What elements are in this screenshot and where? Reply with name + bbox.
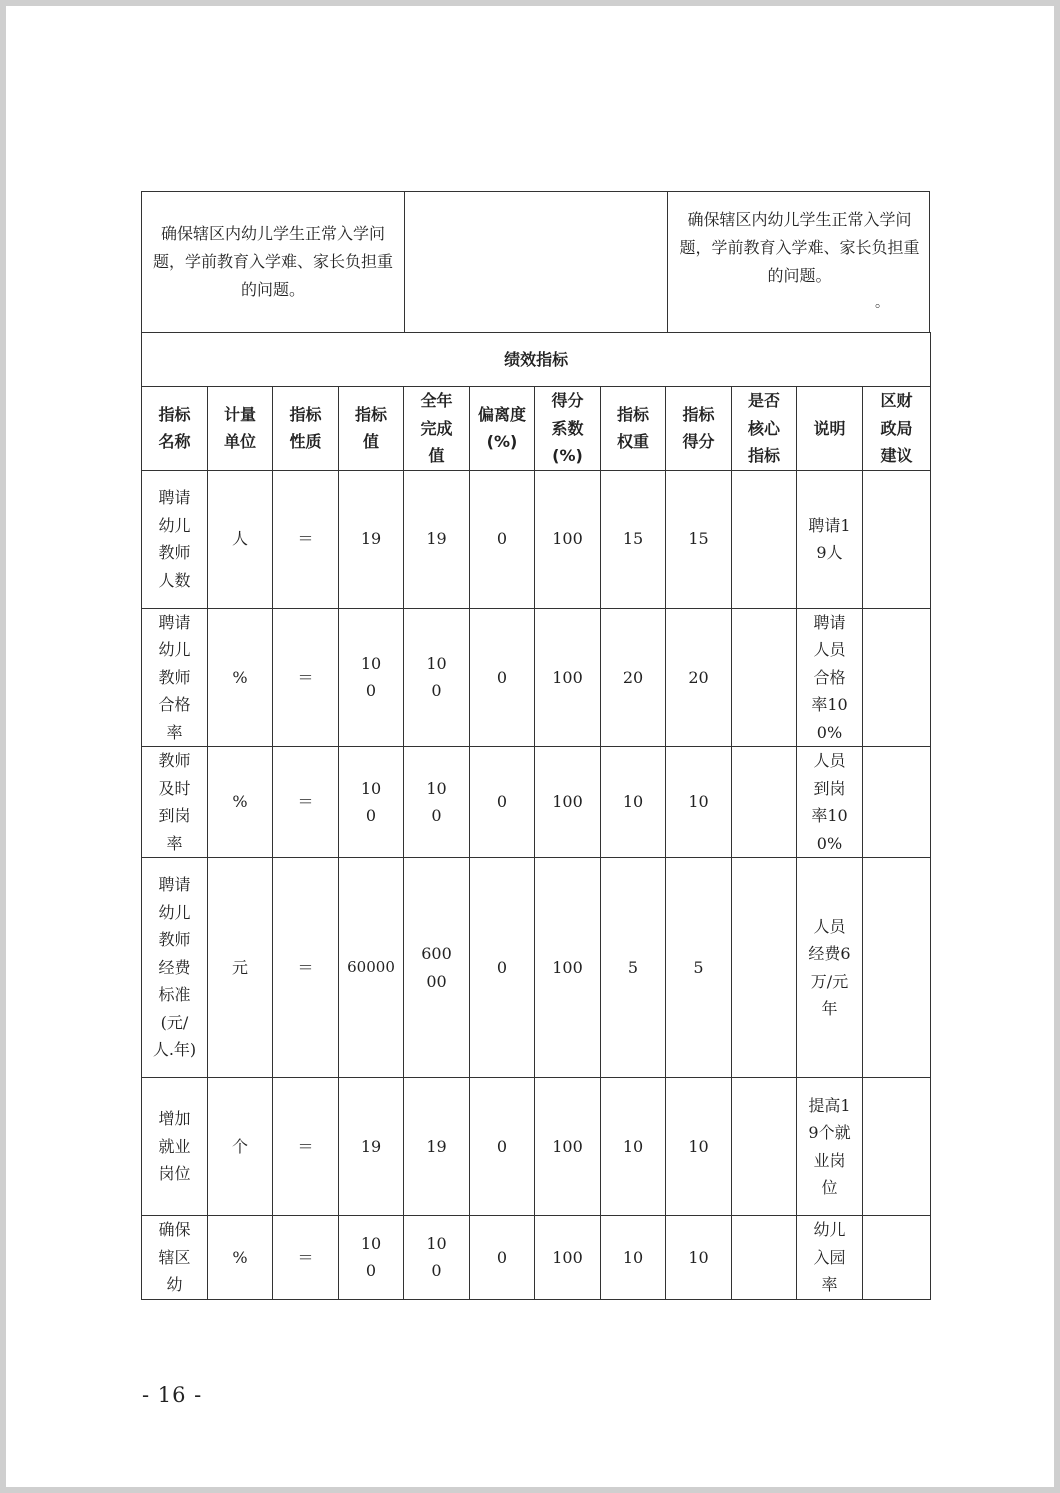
actual-cell: 60000 bbox=[404, 858, 470, 1078]
nature-cell: ＝ bbox=[273, 470, 339, 608]
table-row bbox=[142, 608, 931, 747]
coefficient-cell: 100 bbox=[535, 747, 601, 858]
note-cell: 聘请人员合格率100% bbox=[797, 608, 863, 747]
indicator-name: 教师及时到岗率 bbox=[142, 747, 208, 858]
weight-cell: 5 bbox=[601, 858, 666, 1078]
goal-text-left: 确保辖区内幼儿学生正常入学问题，学前教育入学难、家长负担重的问题。 bbox=[152, 224, 393, 299]
target-cell: 19 bbox=[339, 470, 404, 608]
target-cell: 100 bbox=[339, 608, 404, 747]
goal-table bbox=[141, 191, 930, 333]
deviation-cell: 0 bbox=[470, 858, 535, 1078]
header-cell: 得分系数(%) bbox=[535, 387, 601, 471]
coefficient-cell: 100 bbox=[535, 858, 601, 1078]
deviation-cell: 0 bbox=[470, 747, 535, 858]
core-cell bbox=[732, 747, 797, 858]
core-cell bbox=[732, 1216, 797, 1300]
goal-cell-left bbox=[142, 192, 405, 332]
advice-cell bbox=[863, 858, 931, 1078]
target-cell: 100 bbox=[339, 1216, 404, 1300]
coefficient-cell: 100 bbox=[535, 1216, 601, 1300]
header-cell: 偏离度(%) bbox=[470, 387, 535, 471]
nature-cell: ＝ bbox=[273, 608, 339, 747]
header-cell: 指标名称 bbox=[142, 387, 208, 471]
unit-cell: % bbox=[208, 747, 273, 858]
advice-cell bbox=[863, 470, 931, 608]
header-row bbox=[142, 387, 931, 471]
weight-cell: 10 bbox=[601, 1078, 666, 1216]
weight-cell: 10 bbox=[601, 747, 666, 858]
header-cell: 指标性质 bbox=[273, 387, 339, 471]
advice-cell bbox=[863, 1078, 931, 1216]
section-row bbox=[142, 333, 931, 387]
score-cell: 15 bbox=[666, 470, 732, 608]
header-cell: 指标值 bbox=[339, 387, 404, 471]
actual-cell: 100 bbox=[404, 747, 470, 858]
actual-cell: 100 bbox=[404, 608, 470, 747]
goal-cell-middle bbox=[405, 192, 668, 332]
goal-cell-right bbox=[668, 192, 929, 332]
unit-cell: % bbox=[208, 1216, 273, 1300]
actual-cell: 100 bbox=[404, 1216, 470, 1300]
header-cell: 是否核心指标 bbox=[732, 387, 797, 471]
nature-cell: ＝ bbox=[273, 858, 339, 1078]
indicator-name: 确保辖区幼 bbox=[142, 1216, 208, 1300]
unit-cell: % bbox=[208, 608, 273, 747]
score-cell: 10 bbox=[666, 1216, 732, 1300]
core-cell bbox=[732, 1078, 797, 1216]
table-row bbox=[142, 1078, 931, 1216]
actual-cell: 19 bbox=[404, 1078, 470, 1216]
deviation-cell: 0 bbox=[470, 1078, 535, 1216]
table-row bbox=[142, 1216, 931, 1300]
actual-cell: 19 bbox=[404, 470, 470, 608]
deviation-cell: 0 bbox=[470, 608, 535, 747]
coefficient-cell: 100 bbox=[535, 608, 601, 747]
header-cell: 计量单位 bbox=[208, 387, 273, 471]
advice-cell bbox=[863, 1216, 931, 1300]
nature-cell: ＝ bbox=[273, 1078, 339, 1216]
header-cell: 说明 bbox=[797, 387, 863, 471]
nature-cell: ＝ bbox=[273, 1216, 339, 1300]
table-row bbox=[142, 470, 931, 608]
note-cell: 人员到岗率100% bbox=[797, 747, 863, 858]
header-cell: 区财政局建议 bbox=[863, 387, 931, 471]
unit-cell: 个 bbox=[208, 1078, 273, 1216]
indicator-name: 聘请幼儿教师人数 bbox=[142, 470, 208, 608]
coefficient-cell: 100 bbox=[535, 470, 601, 608]
note-cell: 聘请19人 bbox=[797, 470, 863, 608]
target-cell: 19 bbox=[339, 1078, 404, 1216]
weight-cell: 10 bbox=[601, 1216, 666, 1300]
deviation-cell: 0 bbox=[470, 1216, 535, 1300]
page-number: - 16 - bbox=[142, 1383, 203, 1407]
coefficient-cell: 100 bbox=[535, 1078, 601, 1216]
core-cell bbox=[732, 470, 797, 608]
score-cell: 10 bbox=[666, 747, 732, 858]
goal-text-right: 确保辖区内幼儿学生正常入学问题，学前教育入学难、家长负担重的问题。 bbox=[679, 210, 920, 285]
advice-cell bbox=[863, 747, 931, 858]
weight-cell: 15 bbox=[601, 470, 666, 608]
score-cell: 10 bbox=[666, 1078, 732, 1216]
core-cell bbox=[732, 608, 797, 747]
header-cell: 全年完成值 bbox=[404, 387, 470, 471]
performance-table bbox=[141, 332, 931, 1300]
note-cell: 幼儿入园率 bbox=[797, 1216, 863, 1300]
header-cell: 指标权重 bbox=[601, 387, 666, 471]
indicator-name: 聘请幼儿教师合格率 bbox=[142, 608, 208, 747]
header-cell: 指标得分 bbox=[666, 387, 732, 471]
section-title: 绩效指标 bbox=[142, 333, 931, 387]
indicator-name: 聘请幼儿教师经费标准(元/人.年) bbox=[142, 858, 208, 1078]
document-page bbox=[6, 6, 1054, 1487]
core-cell bbox=[732, 858, 797, 1078]
target-cell: 100 bbox=[339, 747, 404, 858]
score-cell: 5 bbox=[666, 858, 732, 1078]
table-row bbox=[142, 747, 931, 858]
unit-cell: 人 bbox=[208, 470, 273, 608]
deviation-cell: 0 bbox=[470, 470, 535, 608]
weight-cell: 20 bbox=[601, 608, 666, 747]
table-row bbox=[142, 858, 931, 1078]
nature-cell: ＝ bbox=[273, 747, 339, 858]
note-cell: 提高19个就业岗位 bbox=[797, 1078, 863, 1216]
advice-cell bbox=[863, 608, 931, 747]
unit-cell: 元 bbox=[208, 858, 273, 1078]
note-cell: 人员经费6万/元年 bbox=[797, 858, 863, 1078]
goal-right-mark: 。 bbox=[875, 295, 889, 311]
indicator-name: 增加就业岗位 bbox=[142, 1078, 208, 1216]
target-cell: 60000 bbox=[339, 858, 404, 1078]
score-cell: 20 bbox=[666, 608, 732, 747]
